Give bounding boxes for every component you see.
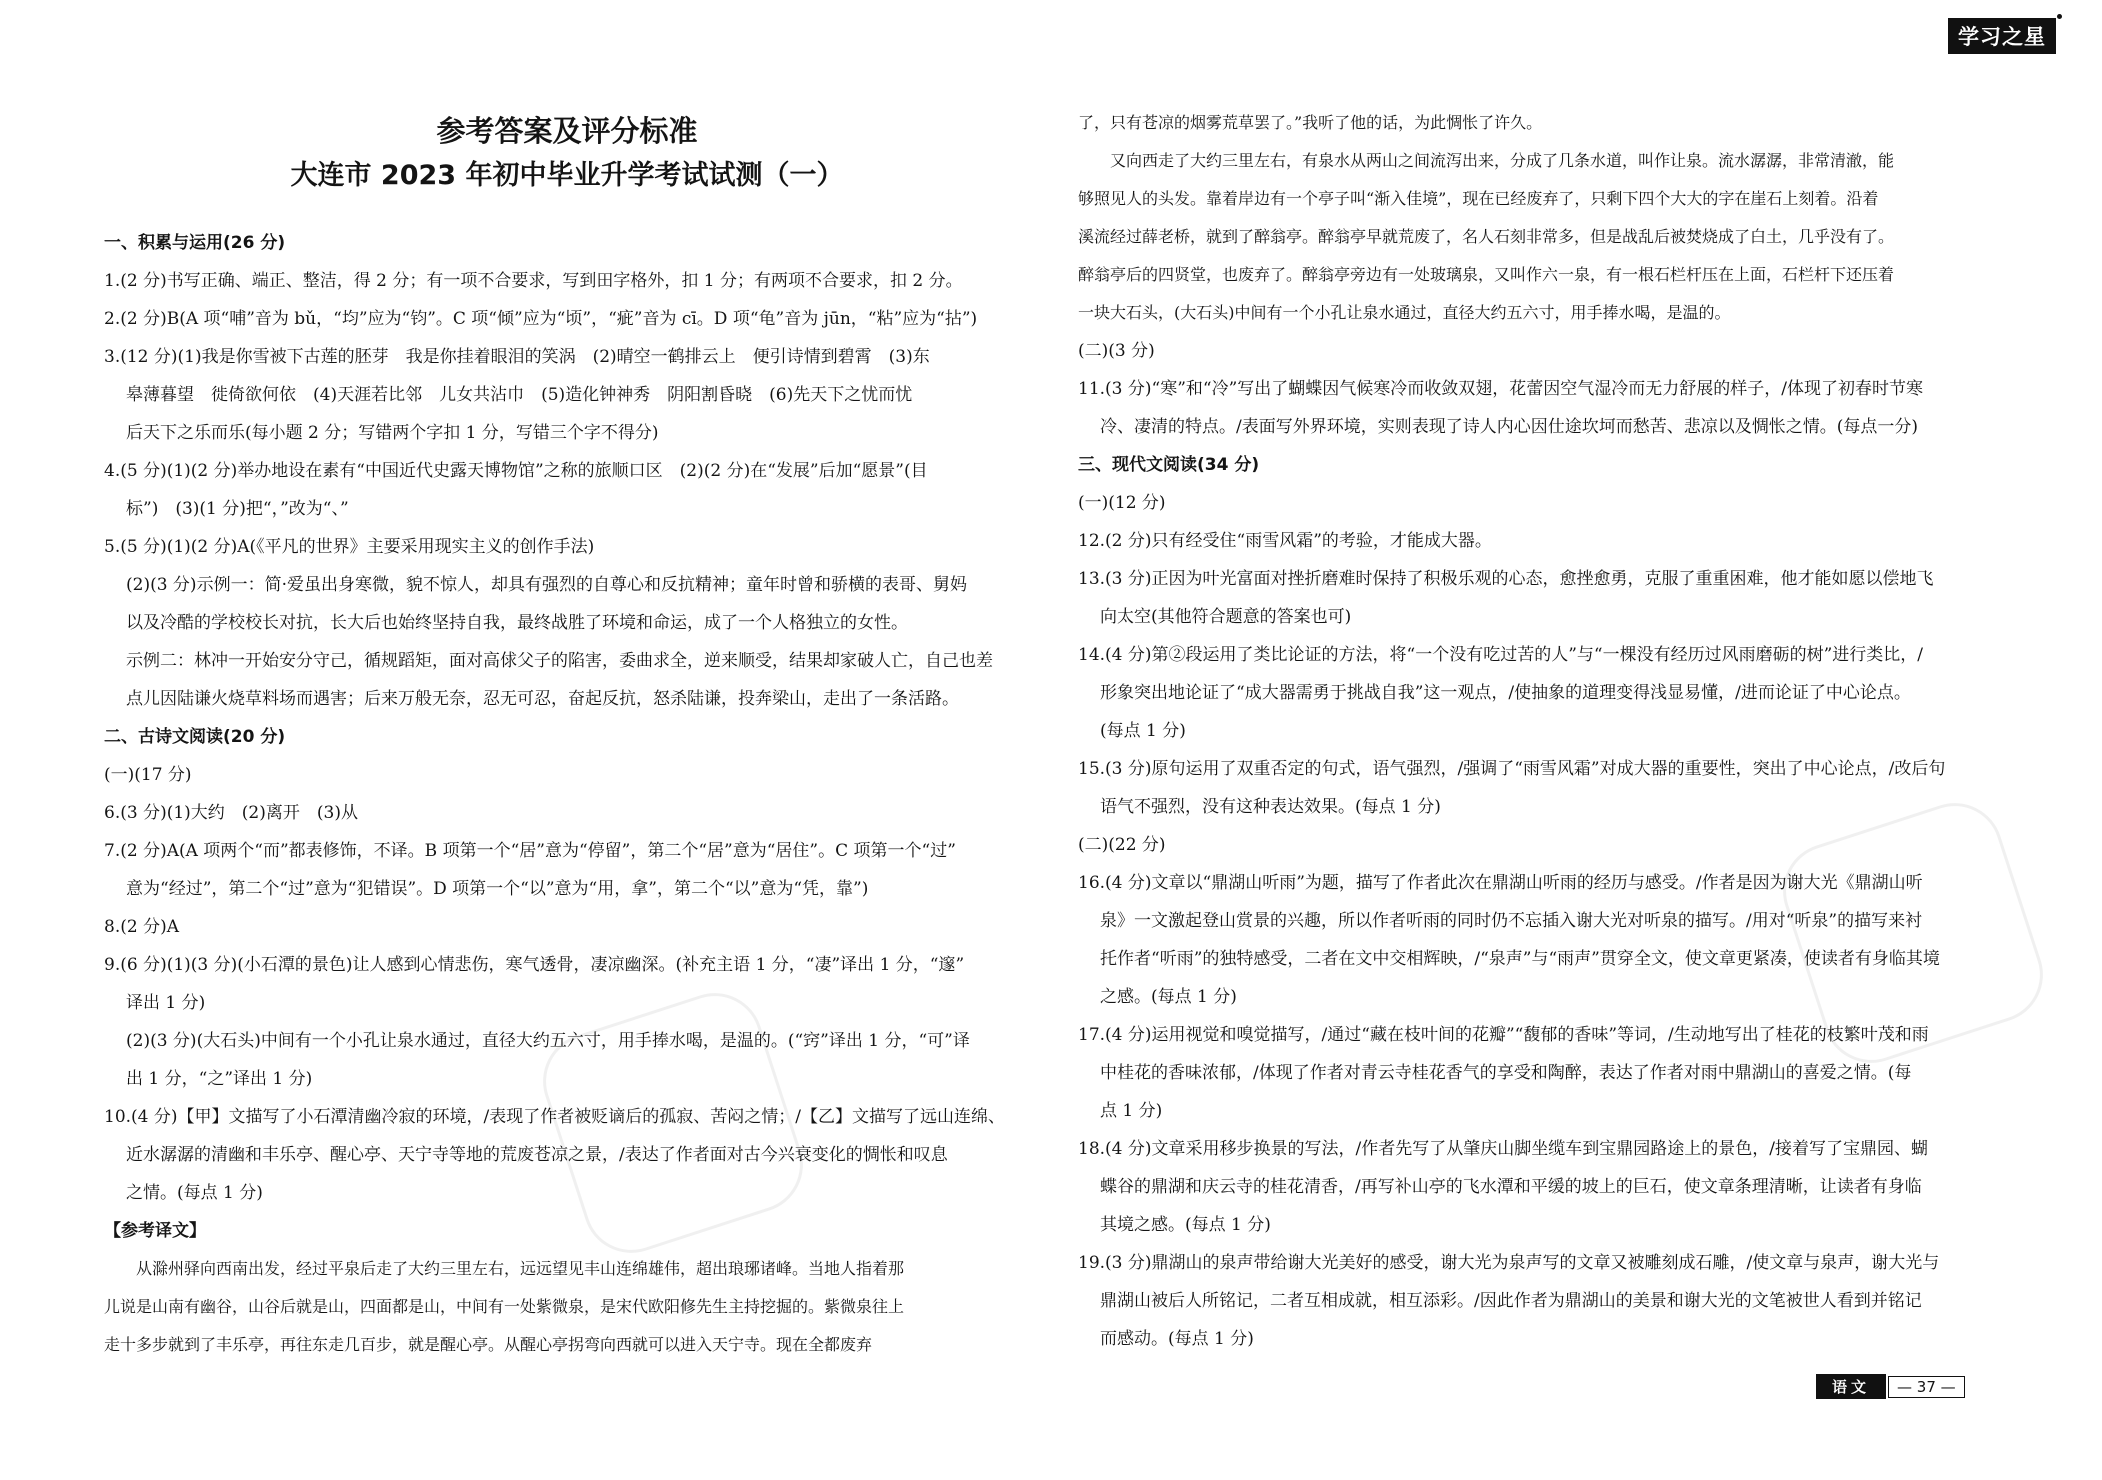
answer-line: (每点 1 分) <box>1100 721 1186 741</box>
answer-line: 16.(4 分)文章以“鼎湖山听雨”为题，描写了作者此次在鼎湖山听雨的经历与感受。/作者是因为谢大光《鼎湖山听 <box>1078 873 1923 893</box>
answer-line: 其境之感。(每点 1 分) <box>1100 1215 1271 1235</box>
answer-line: (2)(3 分)(大石头)中间有一个小孔让泉水通过，直径大约五六寸，用手捧水喝，是温的。(“窍”译出 1 分，“可”译 <box>126 1031 970 1051</box>
answer-line: 中桂花的香味浓郁，/体现了作者对青云寺桂花香气的享受和陶醉，表达了作者对雨中鼎湖山的喜爱之情。(每 <box>1100 1063 1912 1083</box>
page-footer <box>1816 1374 1965 1399</box>
translation-line: 走十多步就到了丰乐亭，再往东走几百步，就是醒心亭。从醒心亭拐弯向西就可以进入天宁寺。现在全都废弃 <box>104 1335 873 1354</box>
answer-line: 形象突出地论证了“成大器需勇于挑战自我”这一观点，/使抽象的道理变得浅显易懂，/进而论证了中心论点。 <box>1100 683 1911 703</box>
answer-line: 18.(4 分)文章采用移步换景的写法，/作者先写了从肇庆山脚坐缆车到宝鼎园路途上的景色，/接着写了宝鼎园、蝴 <box>1078 1139 1928 1159</box>
brand-logo: 学习之星 <box>1948 18 2056 54</box>
translation-line: 又向西走了大约三里左右，有泉水从两山之间流泻出来，分成了几条水道，叫作让泉。流水潺潺，非常清澈，能 <box>1110 151 1895 170</box>
answer-line: 19.(3 分)鼎湖山的泉声带给谢大光美好的感受，谢大光为泉声写的文章又被雕刻成石雕，/使文章与泉声，谢大光与 <box>1078 1253 1940 1273</box>
answer-line: 译出 1 分) <box>126 993 206 1013</box>
answer-line: 11.(3 分)“寒”和“冷”写出了蝴蝶因气候寒冷而收敛双翅，花蕾因空气湿冷而无力舒展的样子，/体现了初春时节寒 <box>1078 379 1924 399</box>
subject-label: 语文 <box>1816 1374 1886 1399</box>
section-heading: 三、现代文阅读(34 分) <box>1078 455 1260 475</box>
answer-line: 点儿因陆谦火烧草料场而遇害；后来万般无奈，忍无可忍，奋起反抗，怒杀陆谦，投奔梁山，走出了一条活路。 <box>126 689 959 709</box>
section-heading: 一、积累与运用(26 分) <box>104 233 286 253</box>
answer-line: 出 1 分，“之”译出 1 分) <box>126 1069 313 1089</box>
answer-line: 泉》一文激起登山赏景的兴趣，所以作者听雨的同时仍不忘插入谢大光对听泉的描写。/用对“听泉”的描写来衬 <box>1100 911 1923 931</box>
translation-line: 了，只有苍凉的烟雾荒草罢了。”我听了他的话，为此惆怅了许久。 <box>1078 113 1543 132</box>
translation-line: 儿说是山南有幽谷，山谷后就是山，四面都是山，中间有一处紫微泉，是宋代欧阳修先生主持挖掘的。紫微泉往上 <box>104 1297 905 1316</box>
answer-line: 13.(3 分)正因为叶光富面对挫折磨难时保持了积极乐观的心态，愈挫愈勇，克服了重重困难，他才能如愿以偿地飞 <box>1078 569 1934 589</box>
translation-line: 从滁州驿向西南出发，经过平泉后走了大约三里左右，远远望见丰山连绵雄伟，超出琅琊诸峰。当地人指着那 <box>136 1259 905 1278</box>
page-number: — 37 — <box>1888 1376 1965 1398</box>
answer-line: 后天下之乐而乐(每小题 2 分；写错两个字扣 1 分，写错三个字不得分) <box>126 423 659 443</box>
answer-line: 7.(2 分)A(A 项两个“而”都表修饰，不译。B 项第一个“居”意为“停留”，第二个“居”意为“居住”。C 项第一个“过” <box>104 841 956 861</box>
answer-line: 14.(4 分)第②段运用了类比论证的方法，将“一个没有吃过苦的人”与“一棵没有经历过风雨磨砺的树”进行类比，/ <box>1078 645 1924 665</box>
answer-line: 而感动。(每点 1 分) <box>1100 1329 1254 1349</box>
translation-line: 醉翁亭后的四贤堂，也废弃了。醉翁亭旁边有一处玻璃泉，又叫作六一泉，有一根石栏杆压在上面，石栏杆下还压着 <box>1078 265 1895 284</box>
answer-line: 10.(4 分)【甲】文描写了小石潭清幽冷寂的环境，/表现了作者被贬谪后的孤寂、苦闷之情；/【乙】文描写了远山连绵、 <box>104 1107 1005 1127</box>
answer-line: 8.(2 分)A <box>104 917 179 937</box>
answer-line: 3.(12 分)(1)我是你雪被下古莲的胚芽 我是你挂着眼泪的笑涡 (2)晴空一鹤排云上 便引诗情到碧霄 (3)东 <box>104 347 930 367</box>
answer-line: 标”) (3)(1 分)把“，”改为“、” <box>126 499 349 519</box>
sub-heading: (二)(3 分) <box>1078 341 1155 361</box>
answer-line: 示例二：林冲一开始安分守己，循规蹈矩，面对高俅父子的陷害，委曲求全，逆来顺受，结果却家破人亡，自己也差 <box>126 651 993 671</box>
answer-line: 语气不强烈，没有这种表达效果。(每点 1 分) <box>1100 797 1441 817</box>
answer-line: 之感。(每点 1 分) <box>1100 987 1237 1007</box>
answer-line: 意为“经过”，第二个“过”意为“犯错误”。D 项第一个“以”意为“用，拿”，第二个“以”意为“凭，靠”) <box>126 879 869 899</box>
sub-heading: (一)(17 分) <box>104 765 192 785</box>
answer-line: 12.(2 分)只有经受住“雨雪风霜”的考验，才能成大器。 <box>1078 531 1492 551</box>
sub-heading: (一)(12 分) <box>1078 493 1166 513</box>
answer-line: 以及冷酷的学校校长对抗，长大后也始终坚持自我，最终战胜了环境和命运，成了一个人格独立的女性。 <box>126 613 908 633</box>
brand-registered-dot <box>2057 14 2062 19</box>
translation-line: 一块大石头，(大石头)中间有一个小孔让泉水通过，直径大约五六寸，用手捧水喝，是温的。 <box>1078 303 1731 322</box>
translation-line: 溪流经过薛老桥，就到了醉翁亭。醉翁亭早就荒废了，名人石刻非常多，但是战乱后被焚烧成了白土，几乎没有了。 <box>1078 227 1895 246</box>
exam-title: 大连市 2023 年初中毕业升学考试试测（一） <box>290 160 844 191</box>
answer-line: 点 1 分) <box>1100 1101 1163 1121</box>
right-column <box>1078 104 2000 1358</box>
reference-translation-heading: 【参考译文】 <box>104 1221 206 1241</box>
section-heading: 二、古诗文阅读(20 分) <box>104 727 286 747</box>
answer-line: 15.(3 分)原句运用了双重否定的句式，语气强烈，/强调了“雨雪风霜”对成大器的重要性，突出了中心论点，/改后句 <box>1078 759 1946 779</box>
left-column <box>104 104 1030 1364</box>
answer-line: 2.(2 分)B(A 项“哺”音为 bǔ，“均”应为“钧”。C 项“倾”应为“顷”，“疵”音为 cī。D 项“龟”音为 jūn，“粘”应为“拈”) <box>104 309 978 329</box>
answer-line: (2)(3 分)示例一：简·爱虽出身寒微，貌不惊人，却具有强烈的自尊心和反抗精神；童年时曾和骄横的表哥、舅妈 <box>126 575 967 595</box>
answer-line: 皋薄暮望 徙倚欲何依 (4)天涯若比邻 儿女共沾巾 (5)造化钟神秀 阴阳割昏晓 (6)先天下之忧而忧 <box>126 385 913 405</box>
answer-line: 5.(5 分)(1)(2 分)A(《平凡的世界》主要采用现实主义的创作手法) <box>104 537 595 557</box>
sub-heading: (二)(22 分) <box>1078 835 1166 855</box>
translation-line: 够照见人的头发。靠着岸边有一个亭子叫“渐入佳境”，现在已经废弃了，只剩下四个大大的字在崖石上刻着。沿着 <box>1078 189 1879 208</box>
answer-line: 17.(4 分)运用视觉和嗅觉描写，/通过“藏在枝叶间的花瓣”“馥郁的香味”等词，/生动地写出了桂花的枝繁叶茂和雨 <box>1078 1025 1929 1045</box>
answer-line: 近水潺潺的清幽和丰乐亭、醒心亭、天宁寺等地的荒废苍凉之景，/表达了作者面对古今兴衰变化的惆怅和叹息 <box>126 1145 948 1165</box>
answer-line: 1.(2 分)书写正确、端正、整洁，得 2 分；有一项不合要求，写到田字格外，扣 1 分；有两项不合要求，扣 2 分。 <box>104 271 963 291</box>
answer-line: 蝶谷的鼎湖和庆云寺的桂花清香，/再写补山亭的飞水潭和平缓的坡上的巨石，使文章条理清晰，让读者有身临 <box>1100 1177 1922 1197</box>
answer-line: 托作者“听雨”的独特感受，二者在文中交相辉映，/“泉声”与“雨声”贯穿全文，使文章更紧凑，使读者有身临其境 <box>1100 949 1940 969</box>
answer-line: 6.(3 分)(1)大约 (2)离开 (3)从 <box>104 803 358 823</box>
answer-line: 之情。(每点 1 分) <box>126 1183 263 1203</box>
answer-line: 鼎湖山被后人所铭记，二者互相成就，相互添彩。/因此作者为鼎湖山的美景和谢大光的文笔被世人看到并铭记 <box>1100 1291 1922 1311</box>
answer-line: 向太空(其他符合题意的答案也可) <box>1100 607 1352 627</box>
answer-line: 冷、凄清的特点。/表面写外界环境，实则表现了诗人内心因仕途坎坷而愁苦、悲凉以及惆怅之情。(每点一分) <box>1100 417 1918 437</box>
answer-line: 4.(5 分)(1)(2 分)举办地设在素有“中国近代史露天博物馆”之称的旅顺口区 (2)(2 分)在“发展”后加“愿景”(目 <box>104 461 928 481</box>
page-title: 参考答案及评分标准 <box>436 114 698 148</box>
answer-line: 9.(6 分)(1)(3 分)(小石潭的景色)让人感到心情悲伤，寒气透骨，凄凉幽深。(补充主语 1 分，“凄”译出 1 分，“邃” <box>104 955 965 975</box>
